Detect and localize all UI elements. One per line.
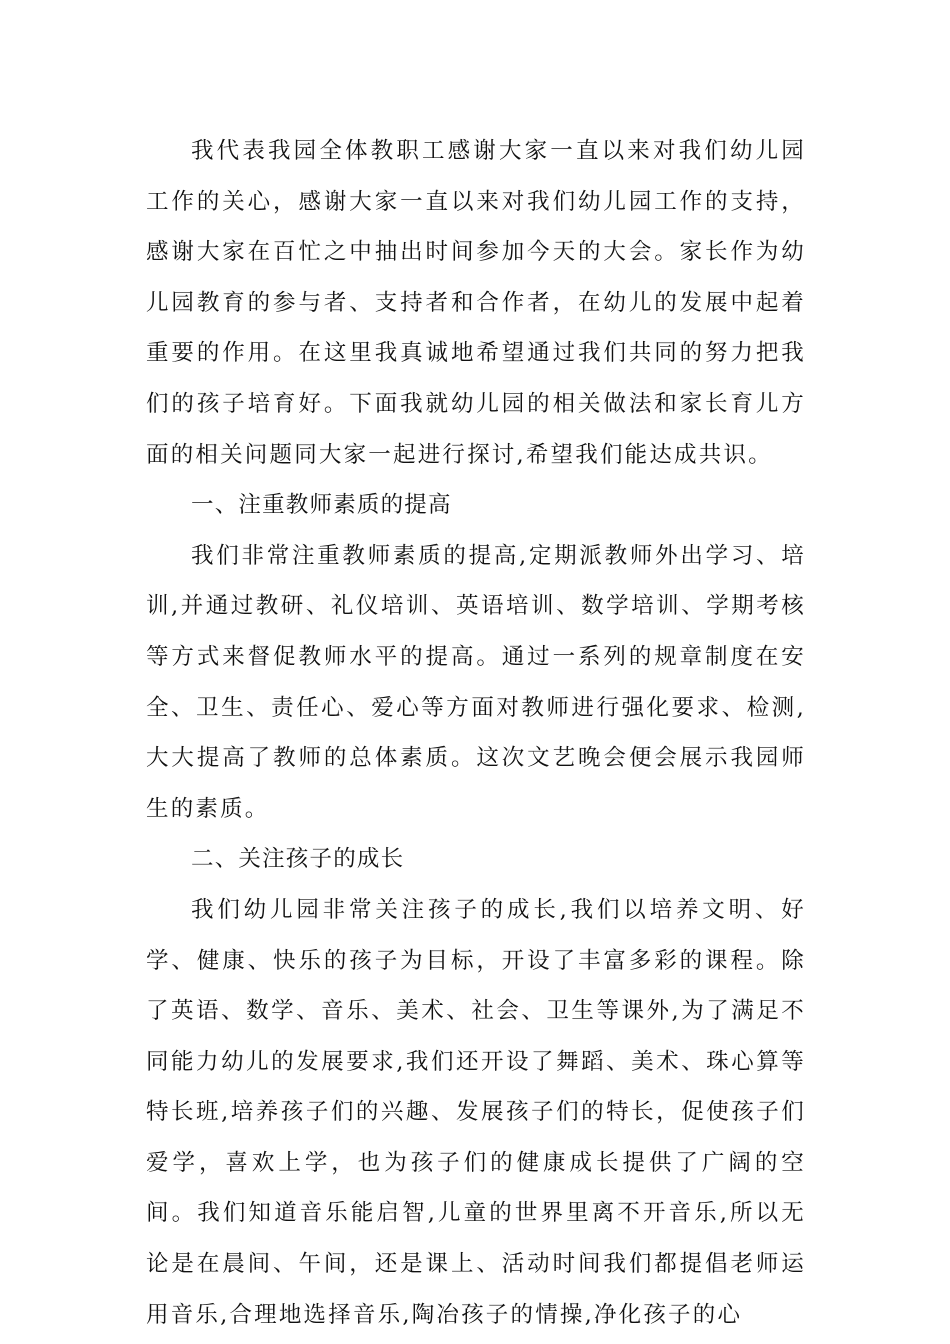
paragraph-teacher-quality: 我们非常注重教师素质的提高,定期派教师外出学习、培训,并通过教研、礼仪培训、英语培训、数学培训、学期考核等方式来督促教师水平的提高。通过一系列的规章制度在安全、卫生、责任心、爱心等方面对教师进行强化要求、检测,大大提高了教师的总体素质。这次文艺晚会便会展示我园师生的素质。 (146, 542, 806, 822)
paragraph-child-growth: 我们幼儿园非常关注孩子的成长,我们以培养文明、好学、健康、快乐的孩子为目标，开设了丰富多彩的课程。除了英语、数学、音乐、美术、社会、卫生等课外,为了满足不同能力幼儿的发展要求,我们还开设了舞蹈、美术、珠心算等特长班,培养孩子们的兴趣、发展孩子们的特长，促使孩子们爱学，喜欢上学，也为孩子们的健康成长提供了广阔的空间。我们知道音乐能启智,儿童的世界里离不开音乐,所以无论是在晨间、午间，还是课上、活动时间我们都提倡老师运用音乐,合理地选择音乐,陶冶孩子的情操,净化孩子的心 (146, 896, 806, 1328)
section-heading-1: 一、注重教师素质的提高 (191, 492, 452, 519)
section-heading-2: 二、关注孩子的成长 (191, 846, 405, 873)
document-body (146, 126, 806, 1340)
paragraph-intro: 我代表我园全体教职工感谢大家一直以来对我们幼儿园工作的关心，感谢大家一直以来对我们幼儿园工作的支持，感谢大家在百忙之中抽出时间参加今天的大会。家长作为幼儿园教育的参与者、支持者和合作者，在幼儿的发展中起着重要的作用。在这里我真诚地希望通过我们共同的努力把我们的孩子培育好。下面我就幼儿园的相关做法和家长育儿方面的相关问题同大家一起进行探讨,希望我们能达成共识。 (146, 138, 806, 468)
